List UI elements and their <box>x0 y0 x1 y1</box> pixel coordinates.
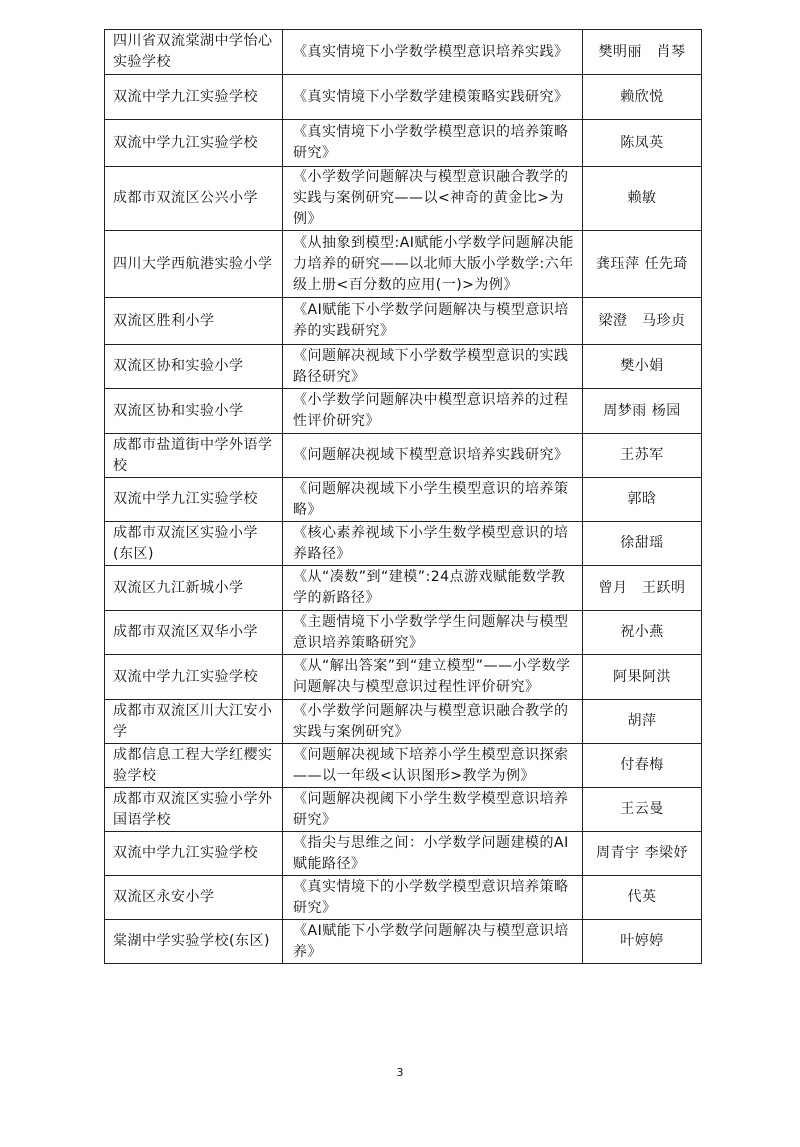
school-cell: 双流中学九江实验学校 <box>105 832 283 876</box>
author-cell: 曾月 王跃明 <box>583 566 702 611</box>
table-row <box>105 876 702 920</box>
table-row <box>105 30 702 75</box>
table-row <box>105 655 702 700</box>
school-cell: 四川大学西航港实验小学 <box>105 231 283 298</box>
table-row <box>105 75 702 120</box>
awards-table <box>104 29 702 964</box>
school-cell: 成都市盐道街中学外语学校 <box>105 434 283 478</box>
author-cell: 周梦雨 杨园 <box>583 389 702 434</box>
paper-title-cell: 《小学数学问题解决与模型意识融合教学的实践与案例研究》 <box>283 700 583 744</box>
table-row <box>105 434 702 478</box>
page-number: 3 <box>396 1066 404 1079</box>
school-cell: 双流区永安小学 <box>105 876 283 920</box>
school-cell: 双流中学九江实验学校 <box>105 120 283 167</box>
paper-title-cell: 《核心素养视域下小学生数学模型意识的培养路径》 <box>283 522 583 566</box>
school-cell: 棠湖中学实验学校(东区) <box>105 920 283 964</box>
school-cell: 双流区九江新城小学 <box>105 566 283 611</box>
author-cell: 祝小燕 <box>583 611 702 655</box>
paper-title-cell: 《问题解决视阈下小学生数学模型意识培养研究》 <box>283 788 583 832</box>
school-cell: 双流中学九江实验学校 <box>105 478 283 522</box>
table-row <box>105 478 702 522</box>
paper-title-cell: 《问题解决视域下小学生模型意识的培养策略》 <box>283 478 583 522</box>
author-cell: 代英 <box>583 876 702 920</box>
author-cell: 赖欣悦 <box>583 75 702 120</box>
paper-title-cell: 《问题解决视域下培养小学生模型意识探索——以一年级<认识图形>教学为例》 <box>283 744 583 788</box>
author-cell: 叶婷婷 <box>583 920 702 964</box>
paper-title-cell: 《真实情境下小学数学模型意识的培养策略研究》 <box>283 120 583 167</box>
paper-title-cell: 《问题解决视域下小学数学模型意识的实践路径研究》 <box>283 345 583 389</box>
paper-title-cell: 《真实情境下小学数学建模策略实践研究》 <box>283 75 583 120</box>
author-cell: 梁澄 马珍贞 <box>583 298 702 345</box>
paper-title-cell: 《AI赋能下小学数学问题解决与模型意识培养的实践研究》 <box>283 298 583 345</box>
school-cell: 双流区胜利小学 <box>105 298 283 345</box>
paper-title-cell: 《真实情境下小学数学模型意识培养实践》 <box>283 30 583 75</box>
table-body <box>105 30 702 964</box>
author-cell: 付春梅 <box>583 744 702 788</box>
author-cell: 龚珏萍 任先琦 <box>583 231 702 298</box>
school-cell: 双流中学九江实验学校 <box>105 75 283 120</box>
table-row <box>105 920 702 964</box>
paper-title-cell: 《小学数学问题解决与模型意识融合教学的实践与案例研究——以<神奇的黄金比>为例》 <box>283 167 583 231</box>
table-row <box>105 611 702 655</box>
paper-title-cell: 《问题解决视域下模型意识培养实践研究》 <box>283 434 583 478</box>
paper-title-cell: 《真实情境下的小学数学模型意识培养策略研究》 <box>283 876 583 920</box>
table-row <box>105 832 702 876</box>
school-cell: 双流区协和实验小学 <box>105 389 283 434</box>
table-row <box>105 566 702 611</box>
school-cell: 成都市双流区川大江安小学 <box>105 700 283 744</box>
table-row <box>105 345 702 389</box>
author-cell: 陈凤英 <box>583 120 702 167</box>
school-cell: 双流中学九江实验学校 <box>105 655 283 700</box>
author-cell: 胡萍 <box>583 700 702 744</box>
author-cell: 阿果阿洪 <box>583 655 702 700</box>
author-cell: 徐甜瑶 <box>583 522 702 566</box>
table-row <box>105 298 702 345</box>
paper-title-cell: 《指尖与思维之间：小学数学问题建模的AI赋能路径》 <box>283 832 583 876</box>
table-row <box>105 522 702 566</box>
school-cell: 成都市双流区实验小学外国语学校 <box>105 788 283 832</box>
table-row <box>105 700 702 744</box>
table-row <box>105 788 702 832</box>
author-cell: 赖敏 <box>583 167 702 231</box>
table-row <box>105 231 702 298</box>
author-cell: 樊小娟 <box>583 345 702 389</box>
table-row <box>105 744 702 788</box>
author-cell: 王云曼 <box>583 788 702 832</box>
paper-title-cell: 《从抽象到模型:AI赋能小学数学问题解决能力培养的研究——以北师大版小学数学:六年级上册<百分数的应用(一)>为例》 <box>283 231 583 298</box>
school-cell: 双流区协和实验小学 <box>105 345 283 389</box>
paper-title-cell: 《小学数学问题解决中模型意识培养的过程性评价研究》 <box>283 389 583 434</box>
paper-title-cell: 《从“解出答案”到“建立模型”——小学数学问题解决与模型意识过程性评价研究》 <box>283 655 583 700</box>
school-cell: 成都市双流区双华小学 <box>105 611 283 655</box>
paper-title-cell: 《从“凑数”到“建模”:24点游戏赋能数学教学的新路径》 <box>283 566 583 611</box>
table-row <box>105 120 702 167</box>
author-cell: 王苏军 <box>583 434 702 478</box>
table-row <box>105 389 702 434</box>
school-cell: 四川省双流棠湖中学怡心实验学校 <box>105 30 283 75</box>
author-cell: 郭晗 <box>583 478 702 522</box>
school-cell: 成都市双流区公兴小学 <box>105 167 283 231</box>
paper-title-cell: 《主题情境下小学数学学生问题解决与模型意识培养策略研究》 <box>283 611 583 655</box>
school-cell: 成都信息工程大学红樱实验学校 <box>105 744 283 788</box>
author-cell: 周青宇 李梁妤 <box>583 832 702 876</box>
author-cell: 樊明丽 肖琴 <box>583 30 702 75</box>
paper-title-cell: 《AI赋能下小学数学问题解决与模型意识培养》 <box>283 920 583 964</box>
school-cell: 成都市双流区实验小学(东区) <box>105 522 283 566</box>
table-row <box>105 167 702 231</box>
